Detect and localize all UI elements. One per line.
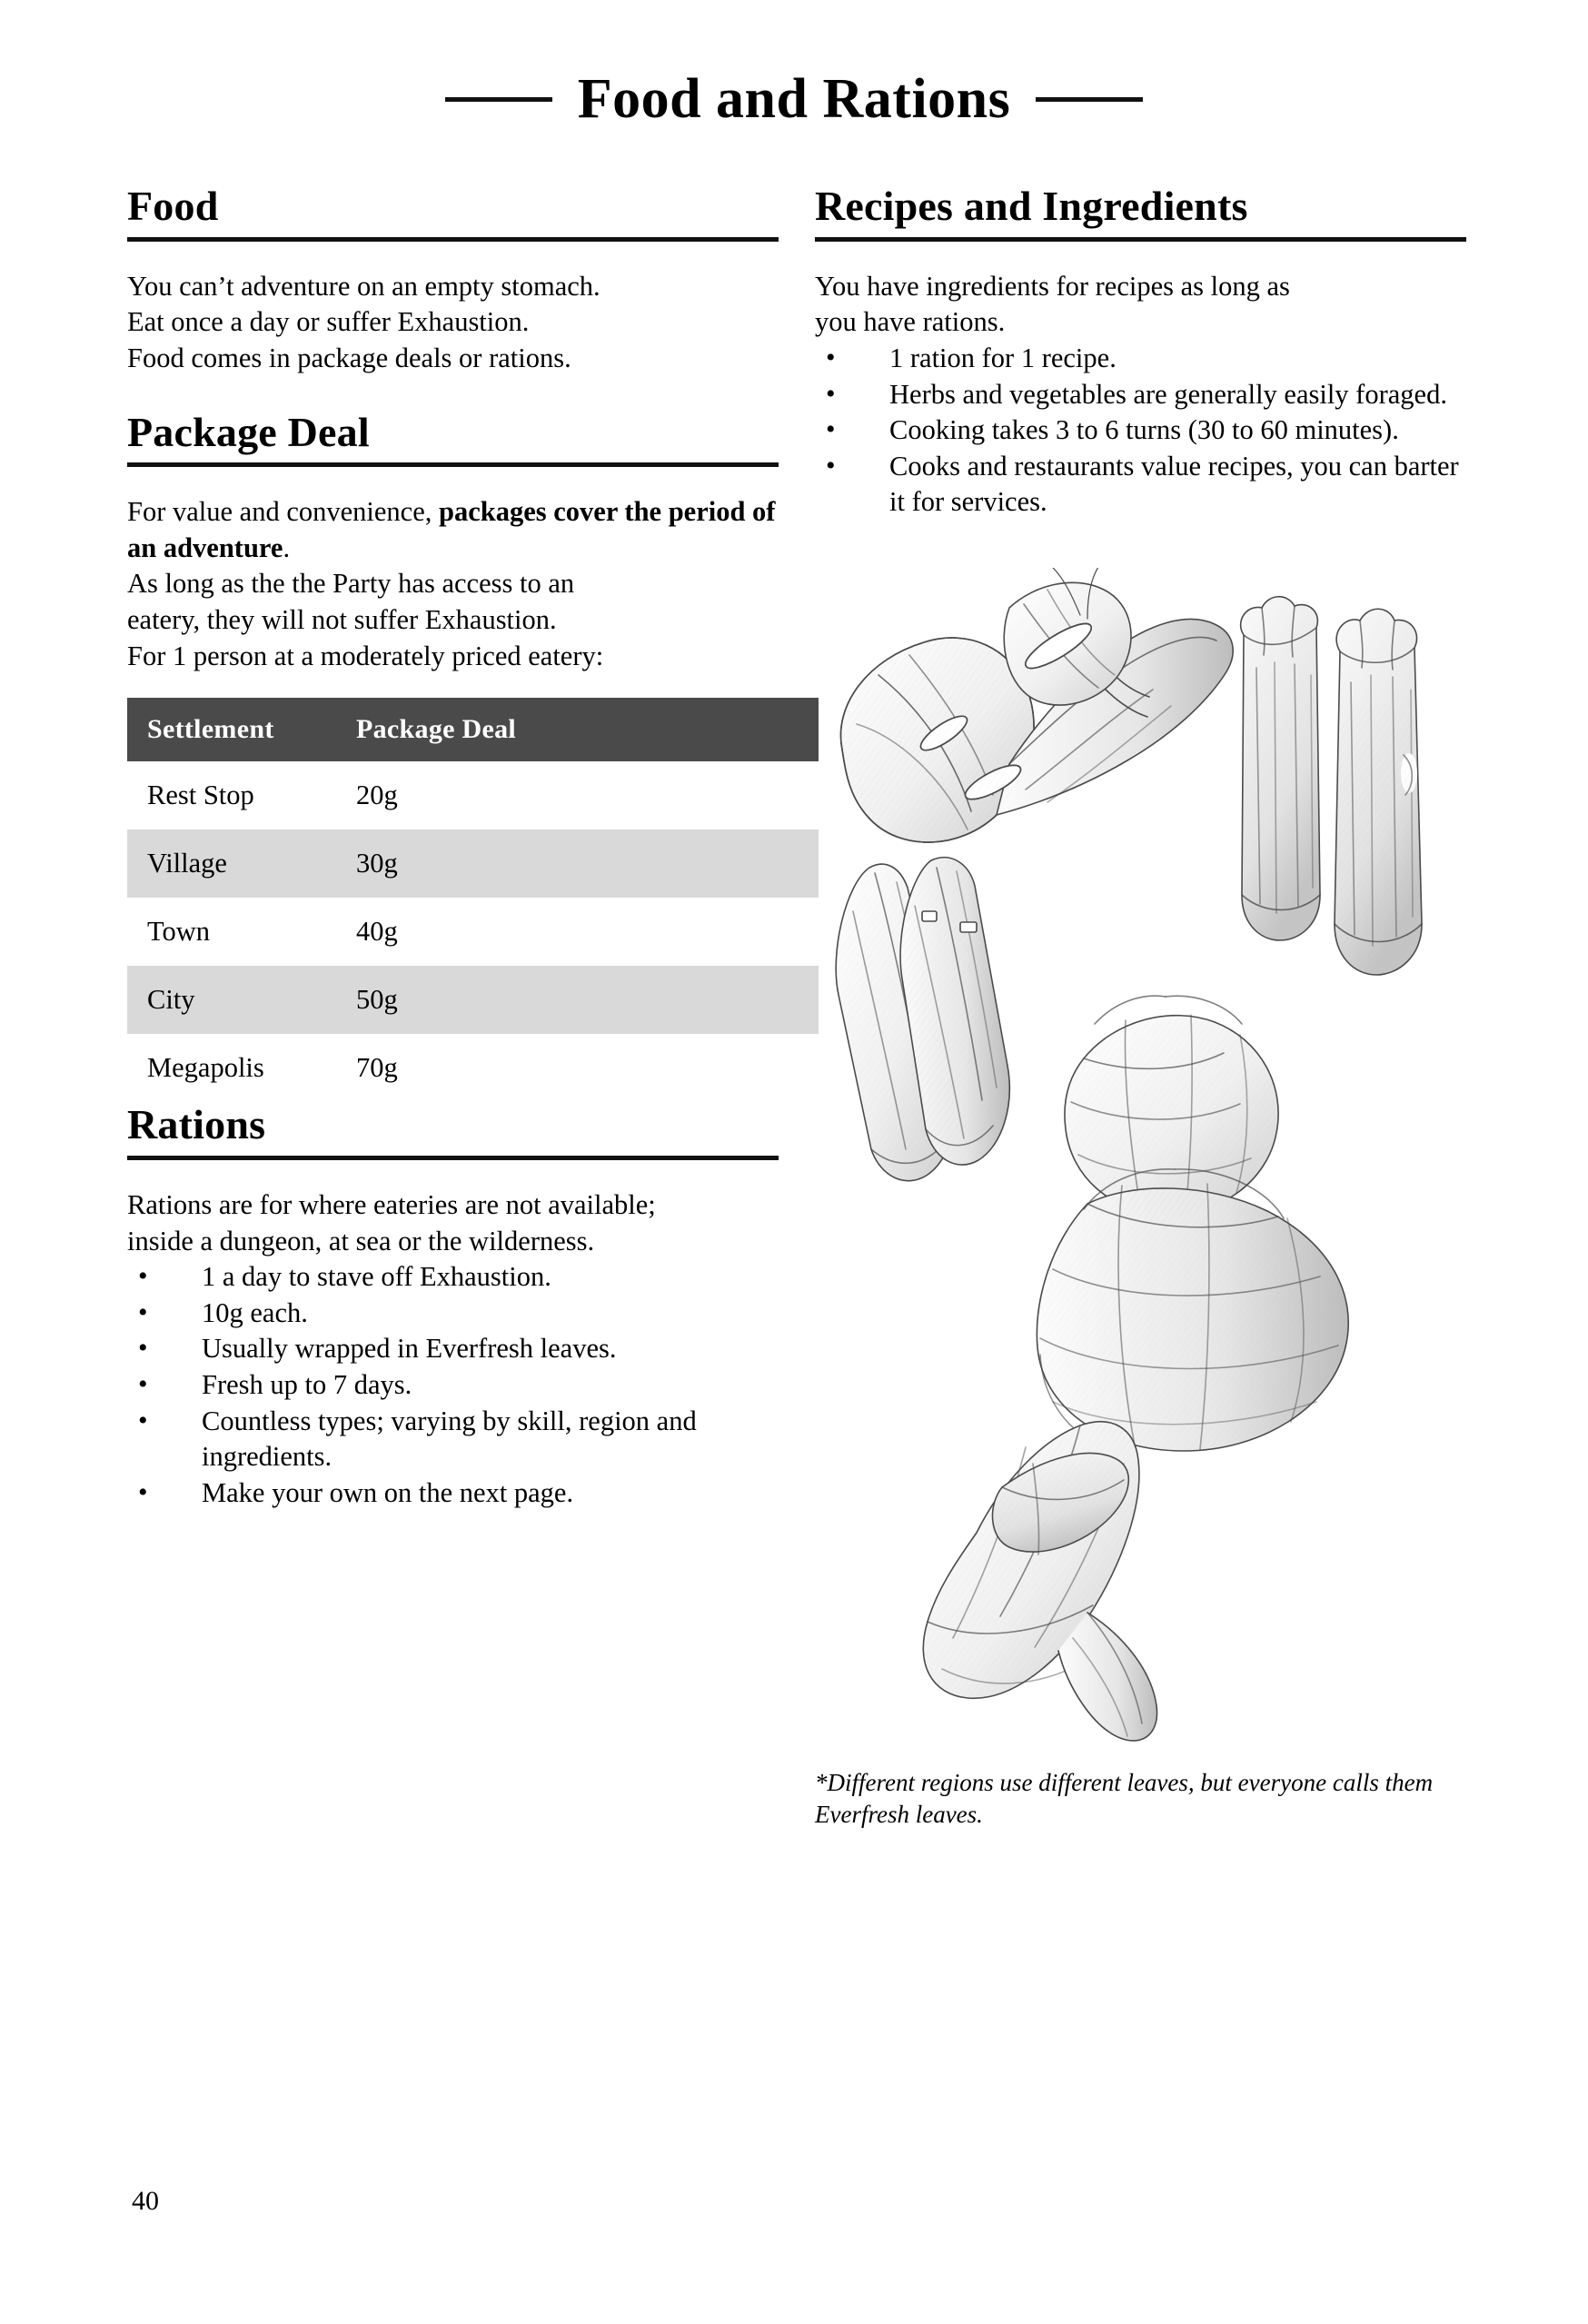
table-row [127, 761, 819, 829]
table-row [127, 829, 819, 898]
list-item: • Fresh up to 7 days. [127, 1367, 779, 1404]
cell-price: 40g [336, 898, 819, 966]
cell-settlement: Rest Stop [127, 761, 336, 829]
heading-rule-rations [127, 1156, 779, 1160]
heading-rule-package-deal [127, 462, 779, 467]
recipes-intro-line-2: you have rations. [815, 306, 1006, 338]
section-heading-food: Food [127, 183, 219, 229]
cell-settlement: Village [127, 829, 336, 898]
rations-illustration [815, 568, 1466, 1758]
recipes-intro-line-1: You have ingredients for recipes as long as [815, 270, 1290, 302]
list-item: • Usually wrapped in Everfresh leaves. [127, 1331, 779, 1367]
cell-price: 20g [336, 761, 819, 829]
cell-price: 50g [336, 966, 819, 1034]
table-row [127, 966, 819, 1034]
package-deal-table [127, 698, 819, 1102]
list-item: • Herbs and vegetables are generally easily foraged. [815, 377, 1466, 413]
package-deal-table-intro: For 1 person at a moderately priced eatery: [127, 640, 604, 671]
section-heading-package-deal: Package Deal [127, 408, 370, 455]
cell-settlement: Town [127, 898, 336, 966]
two-column-body [127, 184, 1461, 1855]
heading-rule-food [127, 237, 779, 242]
title-rule-right [1036, 97, 1143, 102]
table-header-settlement: Settlement [127, 698, 336, 761]
table-header-row [127, 698, 819, 761]
package-deal-intro-bold: packages cover the period of an adventure [127, 496, 776, 563]
list-item: • 1 a day to stave off Exhaustion. [127, 1259, 779, 1296]
section-heading-recipes-and-ingredients: Recipes and Ingredients [815, 183, 1248, 229]
list-item: • Countless types; varying by skill, region and ingredients. [127, 1404, 779, 1475]
left-column [127, 184, 779, 1855]
right-column [815, 184, 1466, 1855]
title-rule-left [445, 97, 552, 102]
list-item: • 1 ration for 1 recipe. [815, 341, 1466, 377]
page-title: Food and Rations [577, 68, 1011, 130]
cell-price: 70g [336, 1034, 819, 1102]
rations-bullet-list [127, 1259, 779, 1511]
food-line-1: You can’t adventure on an empty stomach. [127, 270, 600, 302]
page-header [0, 68, 1588, 130]
list-item: • Cooks and restaurants value recipes, you can barter it for services. [815, 449, 1466, 521]
list-item: • Make your own on the next page. [127, 1475, 779, 1512]
food-line-3: Food comes in package deals or rations. [127, 342, 571, 373]
list-item: • Cooking takes 3 to 6 turns (30 to 60 minutes). [815, 412, 1466, 449]
page-number: 40 [132, 2186, 159, 2216]
package-deal-line-2: As long as the the Party has access to an [127, 568, 575, 600]
rations-intro-line-2: inside a dungeon, at sea or the wilderness. [127, 1225, 595, 1256]
everfresh-leaf-wrapped-rations-sketch [815, 568, 1466, 1758]
cell-settlement: Megapolis [127, 1034, 336, 1102]
table-header-package-deal: Package Deal [336, 698, 819, 761]
rations-intro-line-1: Rations are for where eateries are not available; [127, 1188, 656, 1220]
food-line-2: Eat once a day or suffer Exhaustion. [127, 306, 530, 338]
food-paragraphs [127, 269, 779, 377]
illustration-caption: *Different regions use different leaves, but everyone calls them Everfresh leaves. [815, 1769, 1434, 1829]
heading-rule-recipes [815, 237, 1466, 242]
section-heading-rations: Rations [127, 1101, 266, 1148]
cell-price: 30g [336, 829, 819, 898]
package-deal-intro-plain-1: For value and convenience, [127, 496, 439, 528]
list-item: • 10g each. [127, 1296, 779, 1332]
table-row [127, 898, 819, 966]
cell-settlement: City [127, 966, 336, 1034]
recipes-bullet-list [815, 341, 1466, 521]
package-deal-line-3: eatery, they will not suffer Exhaustion. [127, 604, 557, 636]
table-row [127, 1034, 819, 1102]
package-deal-intro [127, 494, 779, 566]
package-deal-intro-plain-2: . [283, 531, 291, 563]
